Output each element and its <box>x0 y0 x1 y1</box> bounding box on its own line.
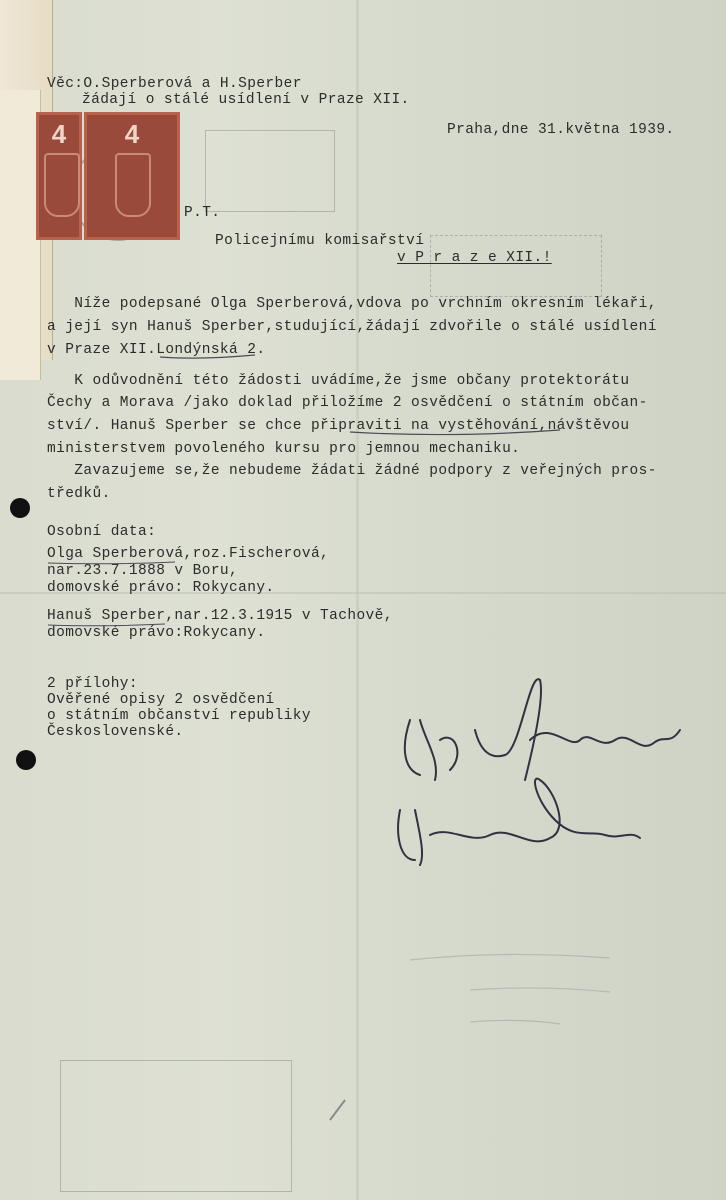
body-line: a její syn Hanuš Sperber,studující,žádají zdvořile o stálé usídlení <box>47 319 657 335</box>
subject-line: Věc:O.Sperberová a H.Sperber <box>47 76 302 92</box>
subject-line: žádají o stálé usídlení v Praze XII. <box>82 92 410 108</box>
body-line: ministerstvem povoleného kursu pro jemnou mechaniku. <box>47 441 521 457</box>
body-line: ství/. Hanuš Sperber se chce připraviti na vystěhování,návštěvou <box>47 418 630 434</box>
date-line: Praha,dne 31.května 1939. <box>447 122 675 138</box>
body-line: K odůvodnění této žádosti uvádíme,že jsme občany protektorátu <box>47 373 630 389</box>
body-line: Čechy a Morava /jako doklad přiložíme 2 osvědčení o státním občan- <box>47 395 648 411</box>
attachment-line: 2 přílohy: <box>47 676 139 692</box>
body-line: Níže podepsané Olga Sperberová,vdova po vrchním okresním lékaři, <box>47 296 657 312</box>
person-line: domovské právo:Rokycany. <box>47 625 266 641</box>
body-line: v Praze XII.Londýnská 2. <box>47 342 266 358</box>
salutation: P.T. <box>184 205 221 221</box>
body-line: Zavazujeme se,že nebudeme žádati žádné podpory z veřejných pros- <box>47 463 657 479</box>
person-line: Olga Sperberová,roz.Fischerová, <box>47 546 330 562</box>
addressee: v P r a z e XII.! <box>397 250 552 266</box>
person-line: Hanuš Sperber,nar.12.3.1915 v Tachově, <box>47 608 393 624</box>
body-line: tředků. <box>47 486 111 502</box>
revenue-stamp: 4 <box>36 112 82 240</box>
person-line: domovské právo: Rokycany. <box>47 580 275 596</box>
section-heading: Osobní data: <box>47 524 157 540</box>
person-line: nar.23.7.1888 v Boru, <box>47 563 239 579</box>
attachment-line: Československé. <box>47 724 184 740</box>
addressee: Policejnímu komisařství <box>215 233 425 249</box>
attachment-line: Ověřené opisy 2 osvědčení <box>47 692 275 708</box>
attachment-line: o státním občanství republiky <box>47 708 311 724</box>
revenue-stamp: 4 <box>84 112 180 240</box>
